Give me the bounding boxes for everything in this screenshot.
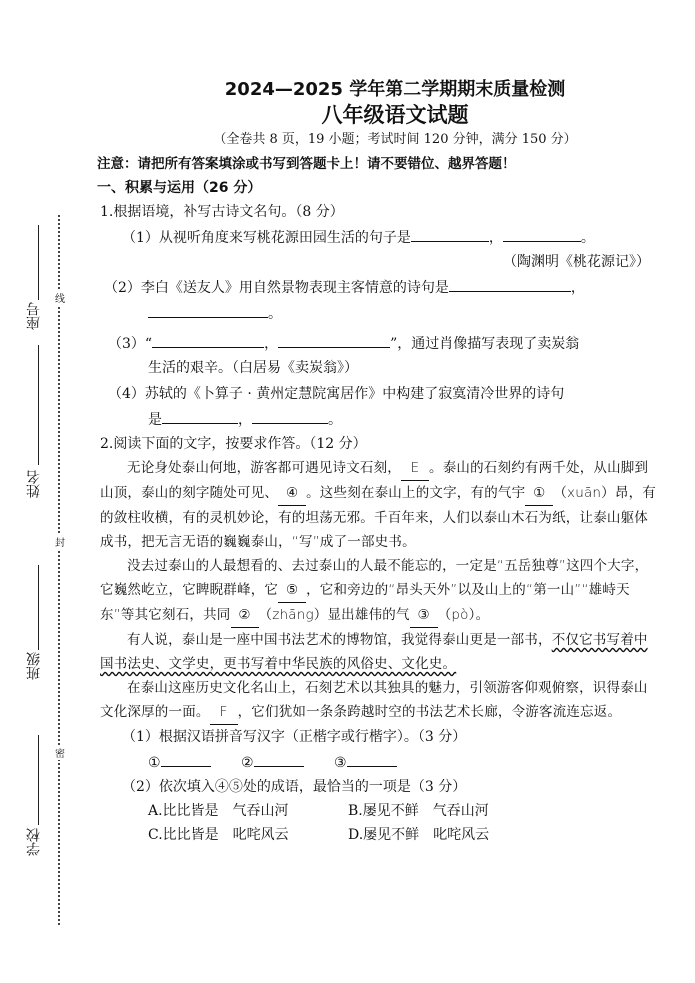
- q2-paragraph-1: 无论身处泰山何地，游客都可遇见诗文石刻， E 。泰山的石刻约有两千处，从山脚到山顶，泰山的刻字随处可见、 ④ 。这些刻在泰山上的文字，有的气宇 ① （xuān）昂，有的敛柱收横，有的灵机妙论，有的坦荡无邪。千百年来，人们以泰山木石为纸，让泰山躯体成书，把无言无语的巍巍泰山，“写”成了一部史书。: [100, 456, 660, 554]
- mark-f: F: [210, 700, 238, 725]
- exam-subtitle: 八年级语文试题: [321, 103, 469, 127]
- q1-part3-blank-1: [152, 330, 264, 348]
- q1-part4: （4）苏轼的《卜算子 · 黄州定慧院寓居作》中构建了寂寞清冷世界的诗句: [108, 386, 565, 402]
- option-b: B.屡见不鲜 气吞山河: [348, 803, 489, 819]
- mark-3: ③: [410, 603, 438, 628]
- q2-sub2: （2）依次填入④⑤处的成语，最恰当的一项是（3 分）: [122, 779, 467, 795]
- mark-4: ④: [278, 481, 306, 506]
- binding-dotted-line: [58, 215, 60, 925]
- q2-sub2-options-row-2: [100, 823, 660, 847]
- school-line: [38, 735, 39, 825]
- seat-label: 座号: [26, 302, 42, 330]
- q1-part1: （1）从视听角度来写桃花源田园生活的句子是 ， 。: [100, 224, 660, 250]
- option-d: D.屡见不鲜 叱咤风云: [348, 827, 490, 843]
- exam-title: 2024—2025 学年第二学期期末质量检测: [224, 79, 566, 100]
- option-a: A.比比皆是 气吞山河: [148, 803, 289, 819]
- q2-paragraph-2: 没去过泰山的人最想看的、去过泰山的人最不能忘的，一定是“五岳独尊”这四个大字，它巍然屹立，它睥睨群峰，它 ⑤ ，它和旁边的“昂头天外”以及山上的“第一山”“雄峙天东”等其它刻石，共同 ② （zhāng）显出雄伟的气 ③ （pò）。: [100, 554, 660, 628]
- exam-info: （全卷共 8 页，19 小题；考试时间 120 分钟，满分 150 分）: [213, 132, 577, 147]
- section-1-title: 一、积累与运用（26 分）: [97, 180, 262, 196]
- mark-2: ②: [231, 603, 259, 628]
- option-c: C.比比皆是 叱咤风云: [148, 827, 289, 843]
- q1-part2-line2: 。: [100, 300, 660, 326]
- q1-part4-line2: 是 ， 。: [100, 406, 660, 432]
- q2-sub1-blank-3: [347, 749, 397, 767]
- exam-content: [97, 78, 660, 847]
- wavy-underlined-sentence: 不仅它书写着中国书法史、文学史，更书写着中华民族的风俗史、文化史。: [100, 632, 648, 672]
- seat-line: [38, 225, 39, 300]
- name-line: [38, 345, 39, 465]
- q1-part2-blank-1: [449, 274, 571, 292]
- q2-sub1-blank-1: [161, 749, 211, 767]
- seal-close-char: 密: [55, 745, 65, 760]
- mark-e: E: [401, 456, 429, 481]
- seal-fold-char: 封: [55, 534, 65, 549]
- mark-5: ⑤: [278, 578, 306, 603]
- q1-part1-blank-2: [503, 224, 581, 242]
- q2-paragraph-3: 有人说，泰山是一座中国书法艺术的博物馆，我觉得泰山更是一部书，不仅它书写着中国书法史、文学史，更书写着中华民族的风俗史、文化史。: [100, 632, 648, 672]
- q2-stem: 2.阅读下面的文字，按要求作答。（12 分）: [100, 436, 367, 452]
- q2-sub1-blanks: ① ② ③: [100, 749, 660, 775]
- q1-part2: （2）李白《送友人》用自然景物表现主客情意的诗句是 ，: [100, 274, 660, 300]
- q1-part1-source: （陶渊明《桃花源记》）: [503, 254, 650, 270]
- q1-part1-blank-1: [411, 224, 489, 242]
- q1-part3-blank-2: [278, 330, 390, 348]
- exam-notice: 注意：请把所有答案填涂或书写到答题卡上！请不要错位、越界答题！: [97, 156, 516, 172]
- q1-part2-blank-2: [148, 300, 268, 318]
- class-label: 班级: [26, 652, 42, 680]
- school-label: 学校: [26, 828, 42, 856]
- q2-paragraph-4: 在泰山这座历史文化名山上，石刻艺术以其独具的魅力，引领游客仰观俯察，识得泰山文化深厚的一面。 F ，它们犹如一条条跨越时空的书法艺术长廊，令游客流连忘返。: [100, 676, 660, 725]
- seal-line-char: 线: [55, 290, 65, 305]
- q1-part4-blank-2: [252, 406, 328, 424]
- q1-part4-blank-1: [162, 406, 238, 424]
- q1-stem: 1.根据语境，补写古诗文名句。（8 分）: [100, 204, 344, 220]
- name-label: 姓名: [26, 470, 42, 498]
- q2-sub1-blank-2: [254, 749, 304, 767]
- q1-part3: （3）“ ， ”，通过肖像描写表现了卖炭翁: [100, 330, 660, 356]
- q1-part3-line2: 生活的艰辛。（白居易《卖炭翁》）: [148, 360, 358, 376]
- q2-sub1: （1）根据汉语拼音写汉字（正楷字或行楷字）。（3 分）: [122, 729, 467, 745]
- class-line: [38, 565, 39, 650]
- q2-sub2-options-row-1: [100, 799, 660, 823]
- mark-1: ①: [525, 481, 553, 506]
